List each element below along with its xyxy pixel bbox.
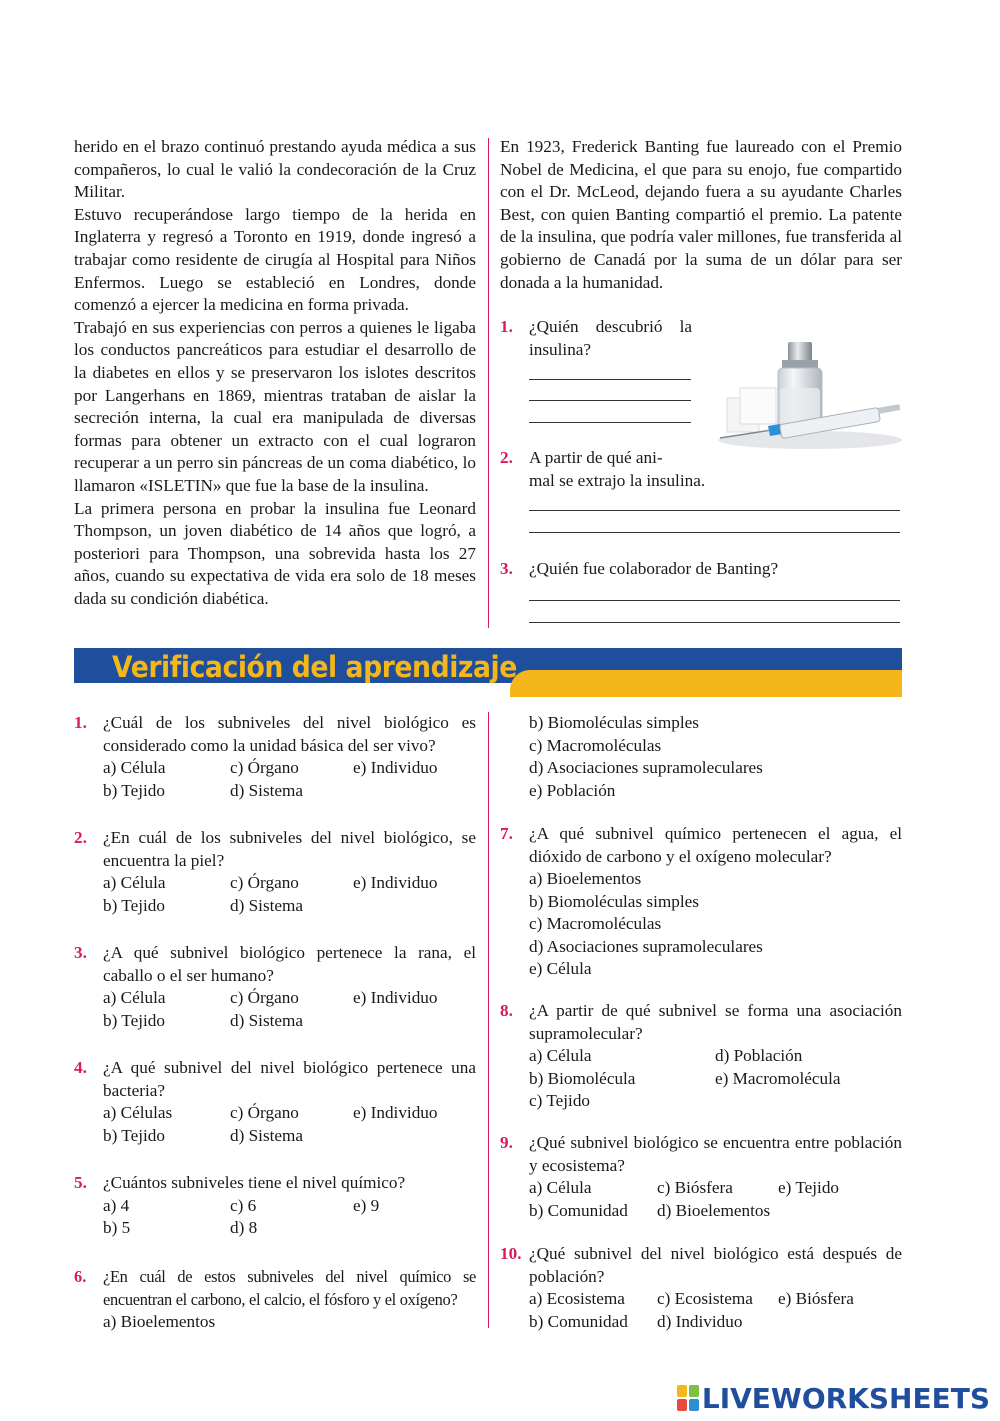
option-b[interactable]: b) Tejido [103, 895, 165, 915]
option-c[interactable]: c) Macromoléculas [529, 735, 662, 755]
quiz-question-9 [500, 1132, 902, 1222]
question-text: ¿Cuál de los subniveles del nivel biológico es considerado como la unidad básica del ser vivo? [103, 713, 476, 755]
option-c[interactable]: c) 6 [230, 1195, 257, 1215]
question-text: ¿Cuántos subniveles tiene el nivel químico? [103, 1173, 406, 1192]
option-b[interactable]: b) Biomoléculas simples [529, 713, 699, 732]
option-e[interactable]: e) Individuo [353, 988, 438, 1007]
option-e[interactable]: e) Individuo [353, 758, 438, 777]
question-number: 5. [74, 1173, 87, 1192]
option-b[interactable]: b) 5 [103, 1218, 131, 1237]
quiz-question-5 [74, 1172, 476, 1240]
answer-line[interactable] [529, 422, 691, 423]
column-divider [488, 712, 489, 1328]
question-number: 4. [74, 1058, 87, 1077]
options-row [74, 1217, 476, 1240]
column-divider [488, 138, 489, 628]
options-row [500, 1177, 902, 1200]
option-a[interactable]: a) Ecosistema [529, 1289, 625, 1308]
question-number: 3. [74, 943, 87, 962]
option-e[interactable]: e) Tejido [778, 1178, 840, 1197]
question-number: 1. [500, 317, 513, 336]
paragraph: Estuvo recuperándose largo tiempo de la herida en Inglaterra y regresó a Toronto en 1919, donde ingresó a trabajar como residente de cirugía al Hospital para Niños Enfermos. Luego se estableció en Londres, donde comenzó a ejercer la medicina en forma privada. [74, 204, 476, 315]
option-d[interactable]: d) 8 [230, 1218, 258, 1237]
options-row [74, 872, 476, 895]
option-a[interactable]: a) Célula [529, 1178, 592, 1197]
answer-line[interactable] [529, 510, 900, 511]
left-text-column [74, 136, 476, 610]
option-e[interactable]: e) Macromolécula [715, 1068, 841, 1088]
liveworksheets-badge-icon [677, 1385, 699, 1411]
quiz-question-8 [500, 1000, 902, 1113]
question-text: ¿A qué subnivel del nivel biológico pertenece una bacteria? [103, 1058, 476, 1100]
section-title: Verificación del aprendizaje [112, 650, 517, 684]
option-e[interactable]: e) Célula [529, 959, 592, 978]
option-b[interactable]: b) Comunidad [529, 1200, 628, 1220]
quiz-question-4 [74, 1057, 476, 1147]
option-e[interactable]: e) Biósfera [778, 1289, 854, 1308]
option-c[interactable]: c) Órgano [230, 988, 299, 1007]
paragraph: Trabajó en sus experiencias con perros a quienes le ligaba los conductos pancreáticos para estudiar el desarrollo de la diabetes en ellos y se preservaron los islotes descritos por Langerhans en 1869, mientras trataban de aislar la secreción interna, la cual era manipulada de diversas formas para obtener un extracto con el cual lograron recuperar a un perro sin páncreas de un coma diabético, lo llamaron «ISLETIN» que fue la base de la insulina. [74, 317, 476, 495]
option-c[interactable]: c) Ecosistema [657, 1289, 753, 1308]
option-d[interactable]: d) Sistema [230, 780, 304, 800]
question-3 [500, 558, 902, 581]
options-row [74, 1010, 476, 1033]
option-d[interactable]: d) Asociaciones supramoleculares [529, 936, 763, 956]
liveworksheets-logo[interactable] [677, 1382, 990, 1415]
paragraph: La primera persona en probar la insulina fue Leonard Thompson, un joven diabético de 14 años que logró, a posteriori para Thompson, una sobrevida hasta los 27 años, cuando su expectativa de vida era solo de 18 meses dada su condición diabética. [74, 498, 476, 608]
answer-line[interactable] [529, 400, 691, 401]
options-row [500, 1288, 902, 1311]
option-a[interactable]: a) Célula [103, 873, 166, 892]
option-a[interactable]: a) Bioelementos [529, 869, 642, 888]
option-c[interactable]: c) Biósfera [657, 1178, 733, 1197]
quiz-question-1 [74, 712, 476, 802]
option-a[interactable]: a) Célula [103, 988, 166, 1007]
option-b[interactable]: b) Comunidad [529, 1311, 628, 1331]
quiz-question-10 [500, 1243, 902, 1333]
options-row [74, 1102, 476, 1125]
question-text: ¿A partir de qué subnivel se forma una asociación supramolecular? [529, 1001, 902, 1043]
option-c[interactable]: c) Órgano [230, 758, 299, 777]
option-b[interactable]: b) Tejido [103, 1010, 165, 1030]
section-banner [74, 648, 902, 697]
option-b[interactable]: b) Tejido [103, 1125, 165, 1145]
option-a[interactable]: a) Células [103, 1103, 173, 1122]
option-d[interactable]: d) Sistema [230, 1125, 304, 1145]
question-text: ¿Quién descubrió la insulina? [529, 317, 692, 359]
question-text: ¿En cuál de estos subniveles del nivel químico se encuentran el carbono, el calcio, el fósforo y el oxígeno? [103, 1267, 476, 1309]
option-a[interactable]: a) Célula [529, 1046, 592, 1065]
options-row [500, 1068, 902, 1091]
option-d[interactable]: d) Sistema [230, 895, 304, 915]
option-c[interactable]: c) Órgano [230, 1103, 299, 1122]
option-a[interactable]: a) 4 [103, 1195, 130, 1215]
question-number: 2. [74, 828, 87, 847]
option-b[interactable]: b) Biomolécula [529, 1068, 636, 1088]
question-text: ¿Qué subnivel biológico se encuentra entre población y ecosistema? [529, 1133, 902, 1175]
option-a[interactable]: a) Bioelementos [103, 1312, 216, 1331]
question-text: ¿En cuál de los subniveles del nivel biológico, se encuentra la piel? [103, 828, 476, 870]
quiz-question-7 [500, 823, 902, 981]
paragraph: herido en el brazo continuó prestando ayuda médica a sus compañeros, lo cual le valió la condecoración de la Cruz Militar. [74, 137, 476, 202]
answer-line[interactable] [529, 379, 691, 380]
options-row [74, 895, 476, 918]
options-row [74, 1125, 476, 1148]
question-2 [500, 447, 902, 492]
option-e[interactable]: e) 9 [353, 1195, 380, 1215]
options-row [74, 1195, 476, 1218]
option-d[interactable]: d) Individuo [657, 1311, 743, 1331]
quiz-question-6 [74, 1266, 476, 1334]
options-row [74, 987, 476, 1010]
option-e[interactable]: e) Individuo [353, 873, 438, 892]
answer-line[interactable] [529, 532, 900, 533]
option-b[interactable]: b) Tejido [103, 780, 165, 800]
question-text-line: mal se extrajo la insulina. [529, 470, 706, 490]
options-row [74, 780, 476, 803]
logo-text: LIVEWORKSHEETS [701, 1382, 990, 1415]
question-text: ¿Quién fue colaborador de Banting? [529, 559, 779, 578]
options-row [500, 1200, 902, 1223]
options-row [500, 1045, 902, 1068]
question-number: 6. [74, 1267, 87, 1286]
options-row [500, 1311, 902, 1334]
answer-line[interactable] [529, 600, 900, 601]
option-a[interactable]: a) Célula [103, 758, 166, 777]
question-1 [500, 316, 692, 361]
question-number: 3. [500, 559, 513, 578]
question-text: ¿A qué subnivel químico pertenecen el agua, el dióxido de carbono y el oxígeno molecular? [529, 824, 902, 866]
option-d[interactable]: d) Sistema [230, 1010, 304, 1030]
option-c[interactable]: c) Tejido [529, 1091, 591, 1110]
quiz-question-3 [74, 942, 476, 1032]
option-d[interactable]: d) Población [715, 1046, 803, 1065]
insulin-vial-syringe-image [710, 336, 904, 452]
question-number: 2. [500, 448, 513, 467]
banner-yellow-band [510, 670, 902, 697]
quiz-question-6-continued [500, 712, 902, 802]
option-b[interactable]: b) Biomoléculas simples [529, 891, 699, 911]
options-row [74, 757, 476, 780]
options-row [500, 1090, 902, 1113]
option-d[interactable]: d) Asociaciones supramoleculares [529, 758, 763, 777]
question-number: 9. [500, 1133, 513, 1152]
question-number: 1. [74, 713, 87, 732]
question-number: 8. [500, 1001, 513, 1020]
right-paragraph: En 1923, Frederick Banting fue laureado con el Premio Nobel de Medicina, el que para su enojo, fue compartido con el Dr. McLeod, dejando fuera a su ayudante Charles Best, con quien Banting compartió el premio. La patente de la insulina, que podría valer millones, fue transferida al gobierno de Canadá por la suma de un dólar para ser donada a la humanidad. [500, 137, 902, 292]
option-e[interactable]: e) Individuo [353, 1103, 438, 1122]
question-number: 10. [500, 1244, 522, 1263]
question-text: ¿A qué subnivel biológico pertenece la rana, el caballo o el ser humano? [103, 943, 476, 985]
question-text-line: A partir de qué ani- [529, 448, 663, 467]
option-e[interactable]: e) Población [529, 780, 616, 800]
question-text: ¿Qué subnivel del nivel biológico está después de población? [529, 1244, 902, 1286]
option-c[interactable]: c) Órgano [230, 873, 299, 892]
question-number: 7. [500, 824, 513, 843]
quiz-question-2 [74, 827, 476, 917]
answer-line[interactable] [529, 622, 900, 623]
option-d[interactable]: d) Bioelementos [657, 1200, 771, 1220]
option-c[interactable]: c) Macromoléculas [529, 914, 662, 933]
